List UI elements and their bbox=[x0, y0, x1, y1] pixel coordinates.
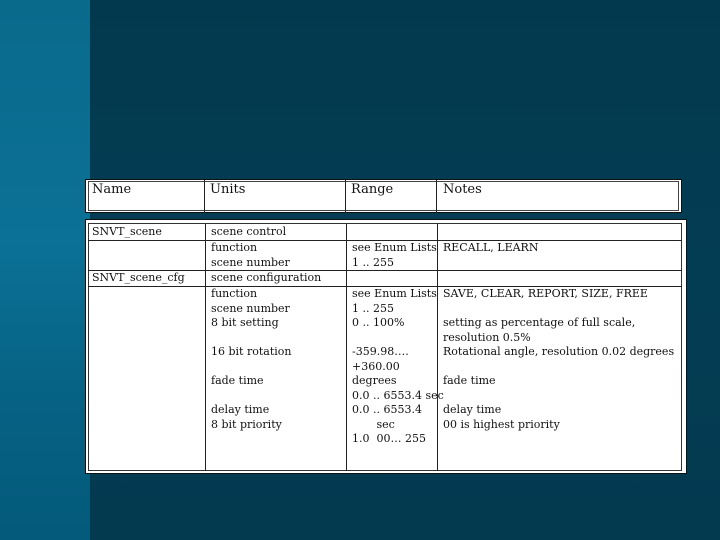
row-scene-cfg-name: SNVT_scene_cfg bbox=[92, 271, 185, 284]
header-divider bbox=[204, 180, 205, 213]
cfg-range-item: see Enum Lists bbox=[352, 287, 437, 300]
cfg-unit-item: delay time bbox=[211, 403, 270, 416]
cfg-range-item: sec bbox=[352, 417, 395, 431]
cfg-range-item: 0 .. 100% bbox=[352, 316, 405, 329]
cfg-range-item: -359.98…. bbox=[352, 345, 409, 358]
cfg-unit-item: 8 bit priority bbox=[211, 417, 282, 431]
column-divider bbox=[437, 223, 438, 471]
header-divider bbox=[436, 180, 437, 213]
cfg-note-item: fade time bbox=[443, 374, 496, 387]
table-body bbox=[85, 219, 687, 474]
cfg-note-item: SAVE, CLEAR, REPORT, SIZE, FREE bbox=[443, 287, 648, 300]
row-scene-name: SNVT_scene bbox=[92, 225, 162, 238]
cfg-unit-item: scene number bbox=[211, 301, 290, 315]
row-scene-function: function bbox=[211, 241, 258, 254]
cfg-note-item: Rotational angle, resolution 0.02 degrees bbox=[443, 345, 675, 358]
header-notes: Notes bbox=[443, 182, 482, 197]
row-scene-units: scene control bbox=[211, 225, 287, 238]
column-divider bbox=[205, 223, 206, 471]
cfg-unit-item: fade time bbox=[211, 374, 264, 387]
cfg-unit-item: 16 bit rotation bbox=[211, 345, 292, 358]
cfg-note-item: setting as percentage of full scale, bbox=[443, 316, 636, 329]
cfg-range-item: 1 .. 255 bbox=[352, 301, 394, 315]
cfg-range-item: +360.00 bbox=[352, 359, 400, 373]
cfg-unit-item: 8 bit setting bbox=[211, 316, 279, 329]
cfg-range-item: 1.0 00… 255 bbox=[352, 432, 426, 445]
row-scene-number: scene number bbox=[211, 255, 290, 269]
cfg-range-item: degrees bbox=[352, 374, 397, 387]
cfg-note-item: resolution 0.5% bbox=[443, 330, 531, 344]
row-scene-notes: RECALL, LEARN bbox=[443, 241, 539, 254]
table-header bbox=[85, 179, 682, 213]
cfg-unit-item: function bbox=[211, 287, 258, 300]
row-scene-cfg-units: scene configuration bbox=[211, 271, 322, 284]
cfg-range-item: 0.0 .. 6553.4 sec bbox=[352, 388, 444, 402]
cfg-note-item: delay time bbox=[443, 403, 502, 416]
cfg-note-item: 00 is highest priority bbox=[443, 417, 560, 431]
header-divider bbox=[345, 180, 346, 213]
header-name: Name bbox=[92, 182, 132, 197]
left-accent-band bbox=[0, 0, 90, 540]
column-divider bbox=[346, 223, 347, 471]
header-range: Range bbox=[351, 182, 394, 197]
row-scene-range: 1 .. 255 bbox=[352, 255, 394, 269]
header-units: Units bbox=[210, 182, 246, 197]
row-scene-range: see Enum Lists bbox=[352, 241, 437, 254]
cfg-range-item: 0.0 .. 6553.4 bbox=[352, 403, 422, 416]
